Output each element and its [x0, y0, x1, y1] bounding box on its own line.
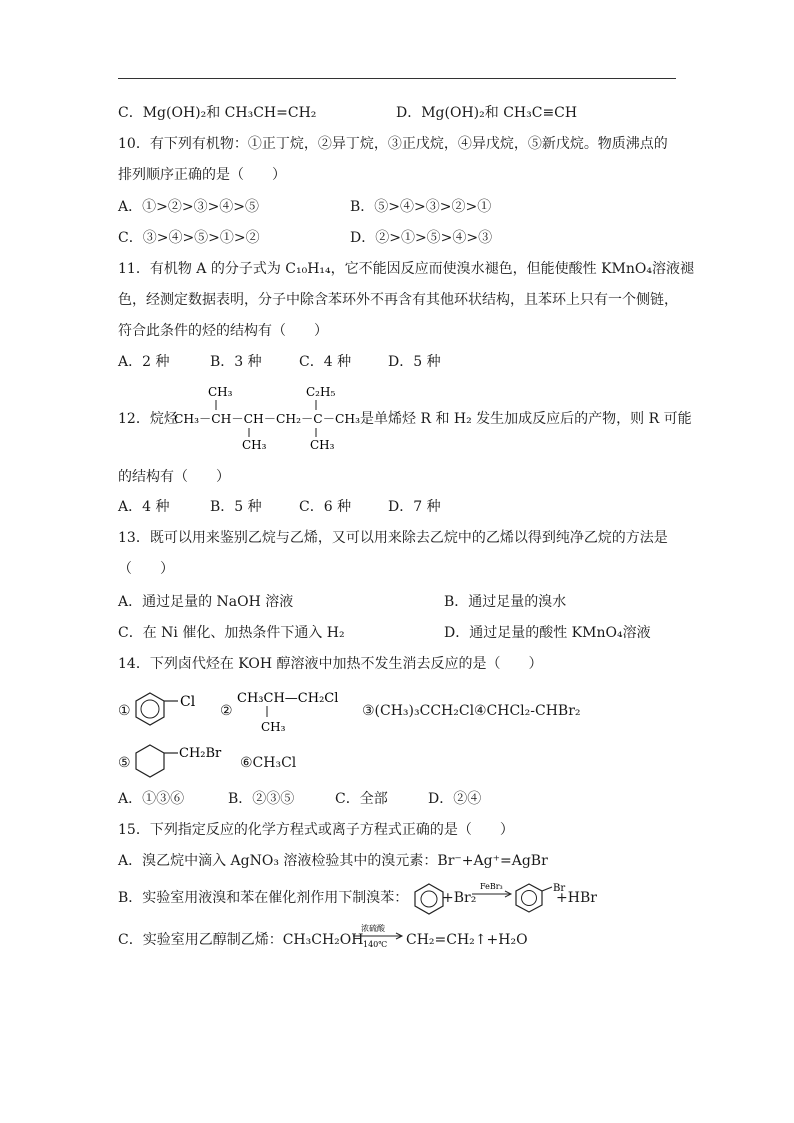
- reaction-arrow-c-svg: [351, 922, 405, 950]
- q14-option-d: D．②④: [428, 791, 482, 807]
- item2-structure-svg: [237, 686, 357, 734]
- q15-reaction-arrow-c: [351, 922, 405, 950]
- q12-prefix: 12．烷烃: [118, 411, 178, 427]
- q15-option-b-tail: +HBr: [556, 890, 597, 906]
- q11-option-b: B．3 种: [210, 354, 262, 370]
- q14-item4: ④CHCl₂-CHBr₂: [474, 703, 581, 719]
- item2-main-chain: CH₃CH—CH₂Cl: [237, 691, 339, 706]
- q10-stem-line1: 10．有下列有机物：①正丁烷，②异丁烷，③正戊烷，④异戊烷，⑤新戊烷。物质沸点的: [118, 136, 668, 152]
- q14-option-c: C．全部: [335, 791, 388, 807]
- struct-main-chain: CH₃－CH－CH－CH₂－C－CH₃: [174, 412, 360, 426]
- q14-item1-chlorobenzene: [134, 690, 206, 730]
- cyclohexyl-svg: [134, 742, 234, 782]
- q12-suffix: 是单烯烃 R 和 H₂ 发生加成反应后的产物，则 R 可能: [360, 411, 692, 427]
- reaction-arrow-b-svg: [470, 880, 514, 902]
- q11-stem-line1: 11．有机物 A 的分子式为 C₁₀H₁₄，它不能因反应而使溴水褪色，但能使酸性 KMnO₄溶液褪: [118, 261, 694, 277]
- q10-option-c: C．③>④>⑤>①>②: [118, 230, 260, 246]
- q11-option-d: D．5 种: [388, 354, 441, 370]
- q14-item2-number: ②: [220, 703, 233, 719]
- q14-item1-number: ①: [118, 703, 131, 719]
- q14-item3: ③(CH₃)₃CCH₂Cl: [362, 703, 475, 719]
- q14-item5-number: ⑤: [118, 755, 131, 771]
- struct-top-ch3: CH₃: [208, 385, 233, 399]
- condition-top-label: 浓硫酸: [361, 924, 385, 933]
- q15-option-a: A．溴乙烷中滴入 AgNO₃ 溶液检验其中的溴元素：Br⁻+Ag⁺=AgBr: [118, 853, 548, 869]
- q12-alkane-structure: [174, 383, 360, 453]
- q13-stem-line2: （ ）: [118, 561, 174, 577]
- q13-option-c: C．在 Ni 催化、加热条件下通入 H₂: [118, 625, 345, 641]
- q14-stem: 14．下列卤代烃在 KOH 醇溶液中加热不发生消去反应的是（ ）: [118, 656, 543, 672]
- struct-bottom-ch3-2: CH₃: [310, 438, 335, 452]
- q15-stem: 15．下列指定反应的化学方程式或离子方程式正确的是（ ）: [118, 822, 514, 838]
- q9-option-d: D．Mg(OH)₂和 CH₃C≡CH: [396, 105, 578, 121]
- q12-option-a: A．4 种: [118, 499, 170, 515]
- q14-item6: ⑥CH₃Cl: [240, 755, 297, 771]
- item2-branch: CH₃: [261, 720, 286, 734]
- q14-option-b: B．②③⑤: [228, 791, 295, 807]
- q14-option-a: A．①③⑥: [118, 791, 185, 807]
- q15-reaction-arrow-b: [470, 880, 514, 902]
- item5-ch2br-label: CH₂Br: [179, 746, 222, 761]
- q15-option-b-text: B．实验室用液溴和苯在催化剂作用下制溴苯：: [118, 890, 409, 906]
- header-rule: [118, 78, 676, 79]
- struct-top-c2h5: C₂H₅: [306, 385, 336, 399]
- q10-option-a: A．①>②>③>④>⑤: [118, 199, 260, 215]
- q11-stem-line3: 符合此条件的烃的结构有（ ）: [118, 323, 328, 339]
- q13-option-a: A．通过足量的 NaOH 溶液: [118, 594, 294, 610]
- q12-option-d: D．7 种: [388, 499, 441, 515]
- q15-option-c-tail: CH₂=CH₂↑+H₂O: [406, 932, 528, 948]
- catalyst-label: FeBr₃: [480, 882, 503, 891]
- q13-option-b: B．通过足量的溴水: [444, 594, 567, 610]
- q11-option-a: A．2 种: [118, 354, 170, 370]
- q10-stem-line2: 排列顺序正确的是（ ）: [118, 167, 286, 183]
- q14-item2-structure: [237, 686, 357, 734]
- struct-bottom-ch3-1: CH₃: [242, 438, 267, 452]
- q9-option-c: C．Mg(OH)₂和 CH₃CH=CH₂: [118, 105, 317, 121]
- alkane-structure-svg: [174, 383, 360, 453]
- q15-option-c-text: C．实验室用乙醇制乙烯：CH₃CH₂OH: [118, 932, 364, 948]
- chlorobenzene-svg: [134, 690, 206, 730]
- q13-stem-line1: 13．既可以用来鉴别乙烷与乙烯，又可以用来除去乙烷中的乙烯以得到纯净乙烷的方法是: [118, 530, 668, 546]
- q11-option-c: C．4 种: [299, 354, 352, 370]
- item1-cl-label: Cl: [180, 694, 196, 710]
- q10-option-d: D．②>①>⑤>④>③: [350, 230, 493, 246]
- q14-item5-structure: [134, 742, 234, 782]
- q12-option-c: C．6 种: [299, 499, 352, 515]
- q12-stem-line2: 的结构有（ ）: [118, 469, 230, 485]
- q15-option-b-reagent: +Br₂: [442, 890, 477, 906]
- product-br-label: Br: [553, 883, 566, 894]
- q13-option-d: D．通过足量的酸性 KMnO₄溶液: [444, 625, 651, 641]
- q11-stem-line2: 色，经测定数据表明，分子中除含苯环外不再含有其他环状结构，且苯环上只有一个侧链，: [118, 292, 678, 308]
- q12-option-b: B．5 种: [210, 499, 262, 515]
- q10-option-b: B．⑤>④>③>②>①: [350, 199, 492, 215]
- condition-bottom-label: 140℃: [363, 940, 388, 949]
